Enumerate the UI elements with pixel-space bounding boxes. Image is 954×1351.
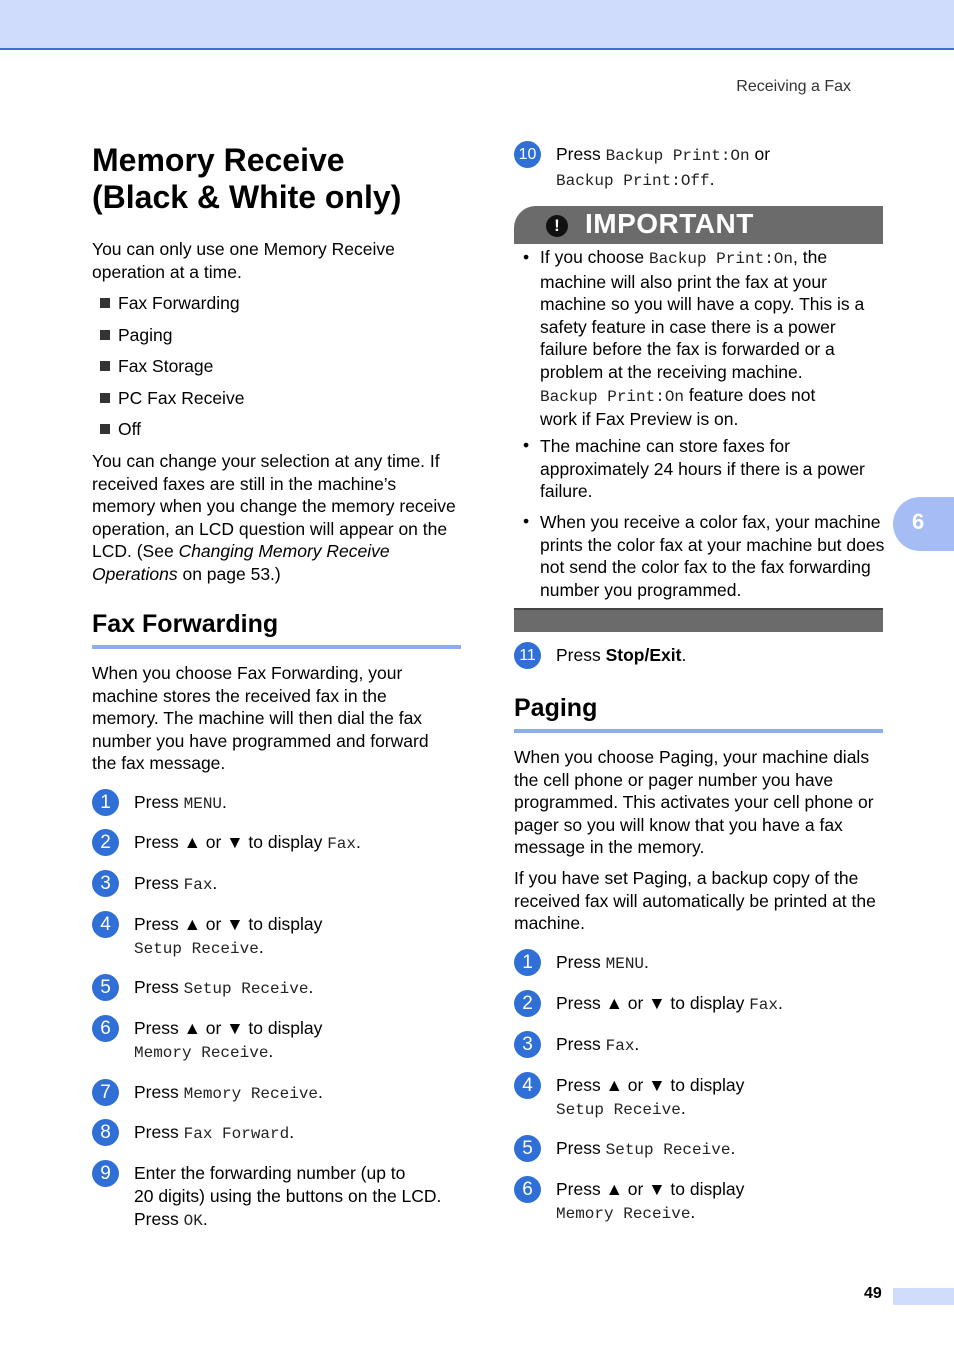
cross-reference: Changing Memory Receive Operations: [92, 541, 390, 584]
paging-backup-note: If you have set Paging, a backup copy of the received fax will automatically be printed at the machine.: [514, 868, 876, 934]
page-title-line2: (Black & White only): [92, 179, 402, 215]
step-number-badge: 5: [514, 1135, 541, 1162]
important-footer-band: [514, 608, 883, 632]
option-list-item: Fax Forwarding: [100, 292, 240, 314]
step-number-badge: 1: [514, 949, 541, 976]
exclamation-icon: !: [546, 215, 568, 237]
step-number-badge: 9: [92, 1160, 119, 1187]
step-number-badge: 6: [92, 1015, 119, 1042]
step-number-badge: 6: [514, 1176, 541, 1203]
square-bullet-icon: [100, 330, 110, 340]
option-list-item: Off: [100, 418, 141, 440]
section-rule: [514, 729, 883, 733]
chapter-tab: 6: [893, 497, 954, 551]
running-header: Receiving a Fax: [736, 78, 851, 95]
page-number-band: [893, 1288, 954, 1305]
option-list-item: PC Fax Receive: [100, 387, 244, 409]
square-bullet-icon: [100, 393, 110, 403]
section-rule: [92, 645, 461, 649]
option-list-item: Fax Storage: [100, 355, 213, 377]
important-banner: [514, 206, 883, 244]
step-number-badge: 2: [514, 990, 541, 1017]
important-label: IMPORTANT: [585, 208, 754, 239]
important-item-2: The machine can store faxes for approximately 24 hours if there is a power failure.: [540, 436, 865, 502]
paging-description: When you choose Paging, your machine dials the cell phone or pager number you have programmed. This activates your cell phone or pager so you will know that you have a fax message in the memory.: [514, 747, 874, 858]
section-heading-paging: Paging: [514, 694, 598, 722]
page-title: [92, 142, 472, 216]
step-number-badge: 3: [92, 870, 119, 897]
step-number-badge: 1: [92, 789, 119, 816]
top-header-band: [0, 0, 954, 50]
change-selection-paragraph: You can change your selection at any time. If received faxes are still in the machine’s memory when you change the memory receive operation, an LCD question will appear on the LCD. (See Changing Memory Receive Operations on page 53.): [92, 451, 456, 584]
step-number-badge: 11: [514, 642, 541, 669]
page-number: 49: [864, 1285, 882, 1302]
step-number-badge: 7: [92, 1079, 119, 1106]
square-bullet-icon: [100, 424, 110, 434]
fax-forwarding-description: When you choose Fax Forwarding, your machine stores the received fax in the memory. The machine will then dial the fax number you have programmed and forward the fax message.: [92, 663, 429, 774]
important-item-1: If you choose Backup Print:On, the machine will also print the fax at your machine so you will have a copy. This is a safety feature in case there is a power failure before the fax is forwarded or a problem at the receiving machine. Backup Print:On feature does not work if Fax Preview is on.: [540, 247, 865, 430]
option-list-item: Paging: [100, 324, 173, 346]
step-number-badge: 4: [514, 1072, 541, 1099]
bullet-dot-icon: •: [523, 435, 530, 455]
bullet-dot-icon: •: [523, 247, 530, 267]
bullet-dot-icon: •: [523, 511, 530, 531]
intro-paragraph: You can only use one Memory Receive operation at a time.: [92, 239, 395, 282]
step-number-badge: 10: [514, 141, 541, 168]
important-item-3: When you receive a color fax, your machine prints the color fax at your machine but does not send the color fax to the fax forwarding number you programmed.: [540, 512, 885, 600]
step-number-badge: 4: [92, 911, 119, 938]
page-title-line1: Memory Receive: [92, 142, 345, 178]
square-bullet-icon: [100, 298, 110, 308]
step-number-badge: 8: [92, 1119, 119, 1146]
step-number-badge: 3: [514, 1031, 541, 1058]
step-number-badge: 2: [92, 829, 119, 856]
square-bullet-icon: [100, 361, 110, 371]
step-number-badge: 5: [92, 974, 119, 1001]
section-heading-fax-forwarding: Fax Forwarding: [92, 610, 279, 638]
